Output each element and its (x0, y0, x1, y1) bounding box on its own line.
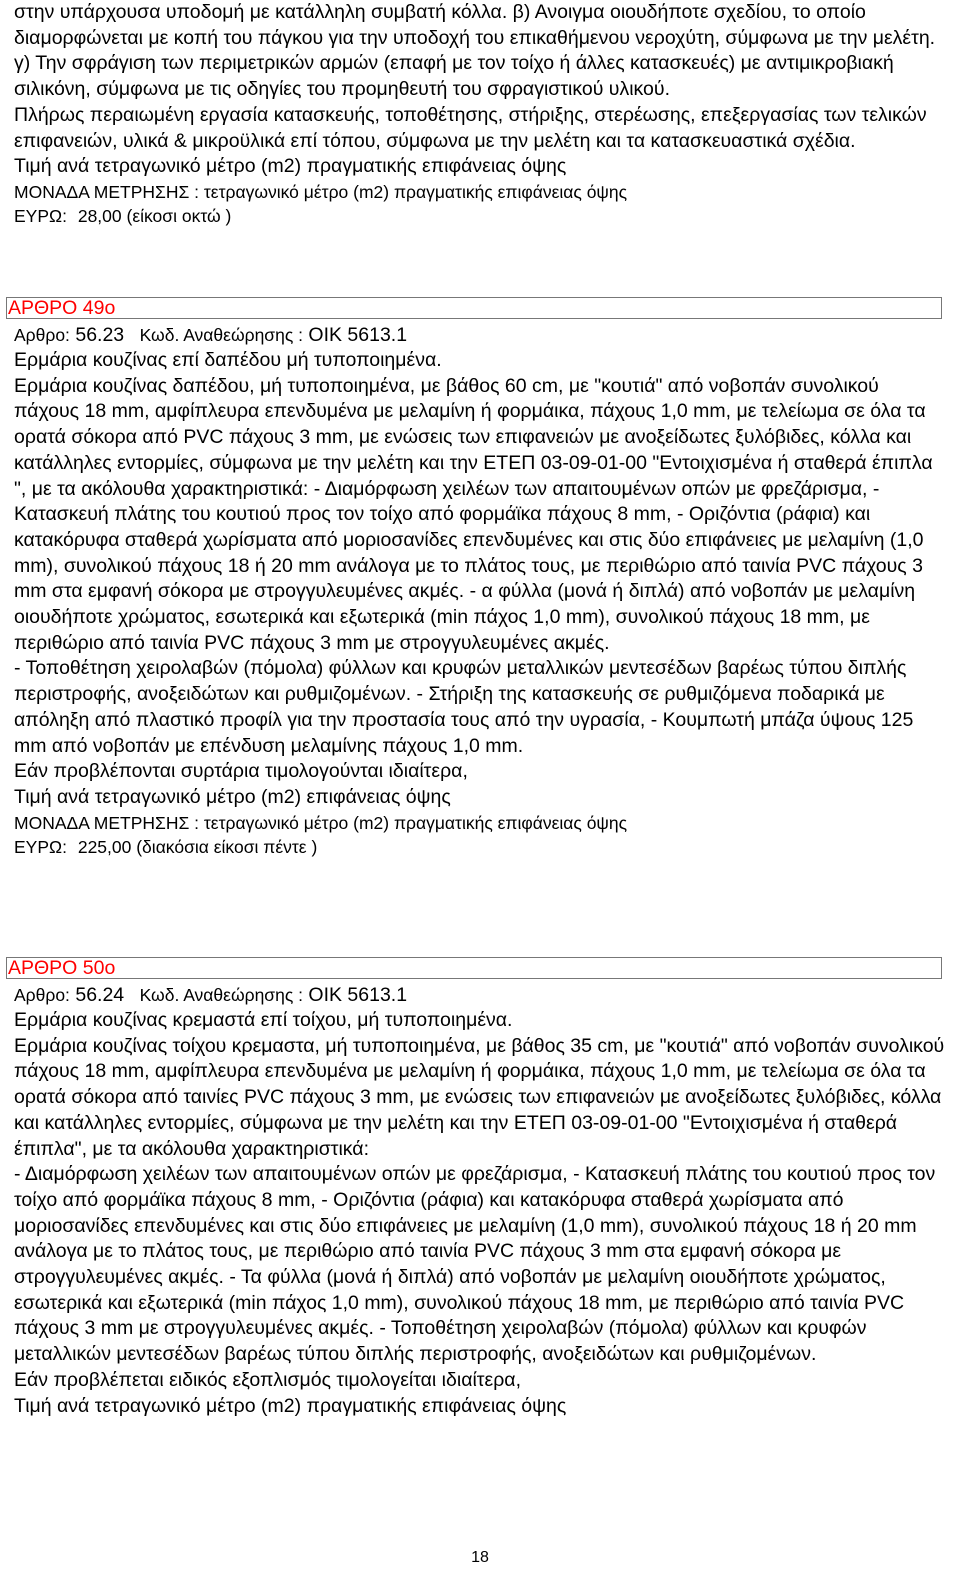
revision-value: ΟΙΚ 5613.1 (308, 324, 408, 346)
article-50-equipment-note: Εάν προβλέπεται ειδικός εξοπλισμός τιμολογείται ιδιαίτερα, (14, 1368, 521, 1391)
article-50-title: Ερμάρια κουζίνας κρεμαστά επί τοίχου, μή τυποποιημένα. (14, 1009, 513, 1031)
unit-value: τετραγωνικό μέτρο (m2) πραγματικής επιφάνειας όψης (203, 812, 628, 833)
article-49-code-row (14, 323, 407, 347)
article-49-title: Ερμάρια κουζίνας επί δαπέδου μή τυποποιημένα. (14, 349, 442, 371)
top-unit-row (14, 180, 946, 204)
revision-label: Κωδ. Αναθεώρησης : (139, 985, 303, 1005)
article-50-body (14, 1008, 946, 1419)
article-code-value: 56.23 (75, 324, 125, 346)
article-49-unit-row (14, 811, 946, 835)
revision-label: Κωδ. Αναθεώρησης : (139, 325, 303, 345)
article-49-drawers-note: Εάν προβλέπονται συρτάρια τιμολογούνται ιδιαίτερα, (14, 760, 468, 783)
article-50-paragraph-2: - Διαμόρφωση χειλέων των απαιτουμένων οπών με φρεζάρισμα, - Κατασκευή πλάτης του κουτιού προς τον τοίχο από φορμάϊκα πάχους 8 mm, - Οριζόντια (ράφια) και κατακόρυφα σταθερά χωρίσματα από μοριοσανίδες επενδυμένες και στις δύο επιφάνειες με μελαμίνη (1,0 mm), συνολικού πάχους 18 ή 20 mm ανάλογα με το πλάτος τους, με περιθώριο από ταινία PVC πάχους 3 mm στα εμφανή σόκορα με στρογγυλευμένες ακμές. - Τα φύλλα (μονά ή διπλά) από νοβοπάν με μελαμίνη οιουδήποτε χρώματος, εσωτερικά και εξωτερικά (min πάχος 1,0 mm), συνολικού πάχους 18 mm, με περιθώριο από ταινία PVC πάχους 3 mm με στρογγυλευμένες ακμές. - Τοποθέτηση χειρολαβών (πόμολα) φύλλων και κρυφών μεταλλικών μεντεσέδων βαρέως τύπου διπλής περιστροφής, ανοξειδώτων και ρυθμιζομένων. (14, 1163, 936, 1366)
article-49-paragraph-1: Ερμάρια κουζίνας δαπέδου, μή τυποποιημένα, με βάθος 60 cm, με "κουτιά" από νοβοπάν συνολικού πάχους 18 mm, αμφίπλευρα επενδυμένα με μελαμίνη ή φορμάικα, πάχους 1,0 mm, με τελείωμα σε όλα τα ορατά σόκορα από PVC πάχους 3 mm, με ενώσεις των επιφανειών με ανοξείδωτες ξυλόβιδες, κόλλα και κατάλληλες εντορμίες, σύμφωνα με την μελέτη και την ΕΤΕΠ 03-09-01-00 "Εντοιχισμένα ή σταθερά έπιπλα ", με τα ακόλουθα χαρακτηριστικά: - Διαμόρφωση χειλέων των απαιτουμένων οπών με φρεζάρισμα, - Κατασκευή πλάτης του κουτιού προς τον τοίχο από φορμάϊκα πάχους 8 mm, - Οριζόντια (ράφια) και κατακόρυφα σταθερά χωρίσματα από μοριοσανίδες επενδυμένες και στις δύο επιφάνειες με μελαμίνη (1,0 mm), συνολικού πάχους 18 ή 20 mm ανάλογα με το πλάτος τους, με περιθώριο από ταινία PVC πάχους 3 mm στα εμφανή σόκορα με στρογγυλευμένες ακμές. - α φύλλα (μονά ή διπλά) από νοβοπάν με μελαμίνη οιουδήποτε χρώματος, εσωτερικά και εξωτερικά (min πάχος 1,0 mm), συνολικού πάχους 18 mm, με περιθώριο από ταινία PVC πάχους 3 mm με στρογγυλευμένες ακμές. (14, 374, 933, 654)
article-code-value: 56.24 (75, 984, 125, 1006)
top-paragraph-a: στην υπάρχουσα υποδομή με κατάλληλη συμβατή κόλλα. β) Ανοιγμα οιουδήποτε σχεδίου, το οποίο διαμορφώνεται με κοπή του πάγκου για την υποδοχή του επικαθήμενου νεροχύτη, σύμφωνα με την μελέτη. γ) Την σφράγιση των περιμετρικών αρμών (επαφή με τον τοίχο ή άλλες κατασκευές) με αντιμικροβιακή σιλικόνη, σύμφωνα με τις οδηγίες του προμηθευτή του σφραγιστικού υλικού. (14, 1, 936, 101)
unit-label: ΜΟΝΑΔΑ ΜΕΤΡΗΣΗΣ : (14, 181, 200, 202)
top-euro-row (14, 204, 946, 228)
article-50-header: ΑΡΘΡΟ 50ο (6, 957, 942, 979)
article-49-price-line: Τιμή ανά τετραγωνικό μέτρο (m2) επιφάνειας όψης (14, 785, 451, 808)
article-50-paragraph-1: Ερμάρια κουζίνας τοίχου κρεμαστα, μή τυποποιημένα, με βάθος 35 cm, με "κουτιά" από νοβοπάν συνολικού πάχους 18 mm, αμφίπλευρα επενδυμένα με μελαμίνη ή φορμάικα, πάχους 1,0 mm, με τελείωμα σε όλα τα ορατά σόκορα από ταινίες PVC πάχους 3 mm, με ενώσεις των επιφανειών με ανοξείδωτες ξυλόβιδες, κόλλα και κατάλληλες εντορμίες, σύμφωνα με την μελέτη και την ΕΤΕΠ 03-09-01-00 "Εντοιχισμένα ή σταθερά έπιπλα", με τα ακόλουθα χαρακτηριστικά: (14, 1034, 945, 1160)
article-49-paragraph-2: - Τοποθέτηση χειρολαβών (πόμολα) φύλλων και κρυφών μεταλλικών μεντεσέδων βαρέως τύπου διπλής περιστροφής, ανοξειδώτων και ρυθμιζομένων. - Στήριξη της κατασκευής σε ρυθμιζόμενα ποδαρικά με απόληξη από πλαστικό προφίλ για την προστασία τους από την υγρασία, - Κουμπωτή μπάζα ύψους 125 mm από νοβοπάν με επένδυση μελαμίνης πάχους 1,0 mm. (14, 657, 914, 757)
article-49-body (14, 348, 946, 859)
article-49-euro-row (14, 835, 946, 859)
top-paragraph-b: Πλήρως περαιωμένη εργασία κατασκευής, τοποθέτησης, στήριξης, στερέωσης, επεξεργασίας των τελικών επιφανειών, υλικά & μικροϋλικά επί τόπου, σύμφωνα με την μελέτη και τα κατασκευαστικά σχέδια. (14, 103, 927, 152)
article-50-price-line: Τιμή ανά τετραγωνικό μέτρο (m2) πραγματικής επιφάνειας όψης (14, 1394, 567, 1417)
euro-value: 225,00 (διακόσια είκοσι πέντε ) (77, 836, 318, 857)
unit-value: τετραγωνικό μέτρο (m2) πραγματικής επιφάνειας όψης (203, 181, 628, 202)
article-code-label: Αρθρο: (14, 985, 70, 1005)
article-50-code-row (14, 983, 407, 1007)
top-section (14, 0, 946, 228)
top-price-line: Τιμή ανά τετραγωνικό μέτρο (m2) πραγματικής επιφάνειας όψης (14, 155, 567, 178)
revision-value: ΟΙΚ 5613.1 (308, 984, 408, 1006)
page-number: 18 (471, 1549, 489, 1566)
euro-value: 28,00 (είκοσι οκτώ ) (77, 205, 232, 226)
article-49-header: ΑΡΘΡΟ 49ο (6, 297, 942, 319)
article-code-label: Αρθρο: (14, 325, 70, 345)
euro-label: ΕΥΡΩ: (14, 205, 67, 226)
euro-label: ΕΥΡΩ: (14, 836, 67, 857)
unit-label: ΜΟΝΑΔΑ ΜΕΤΡΗΣΗΣ : (14, 812, 200, 833)
